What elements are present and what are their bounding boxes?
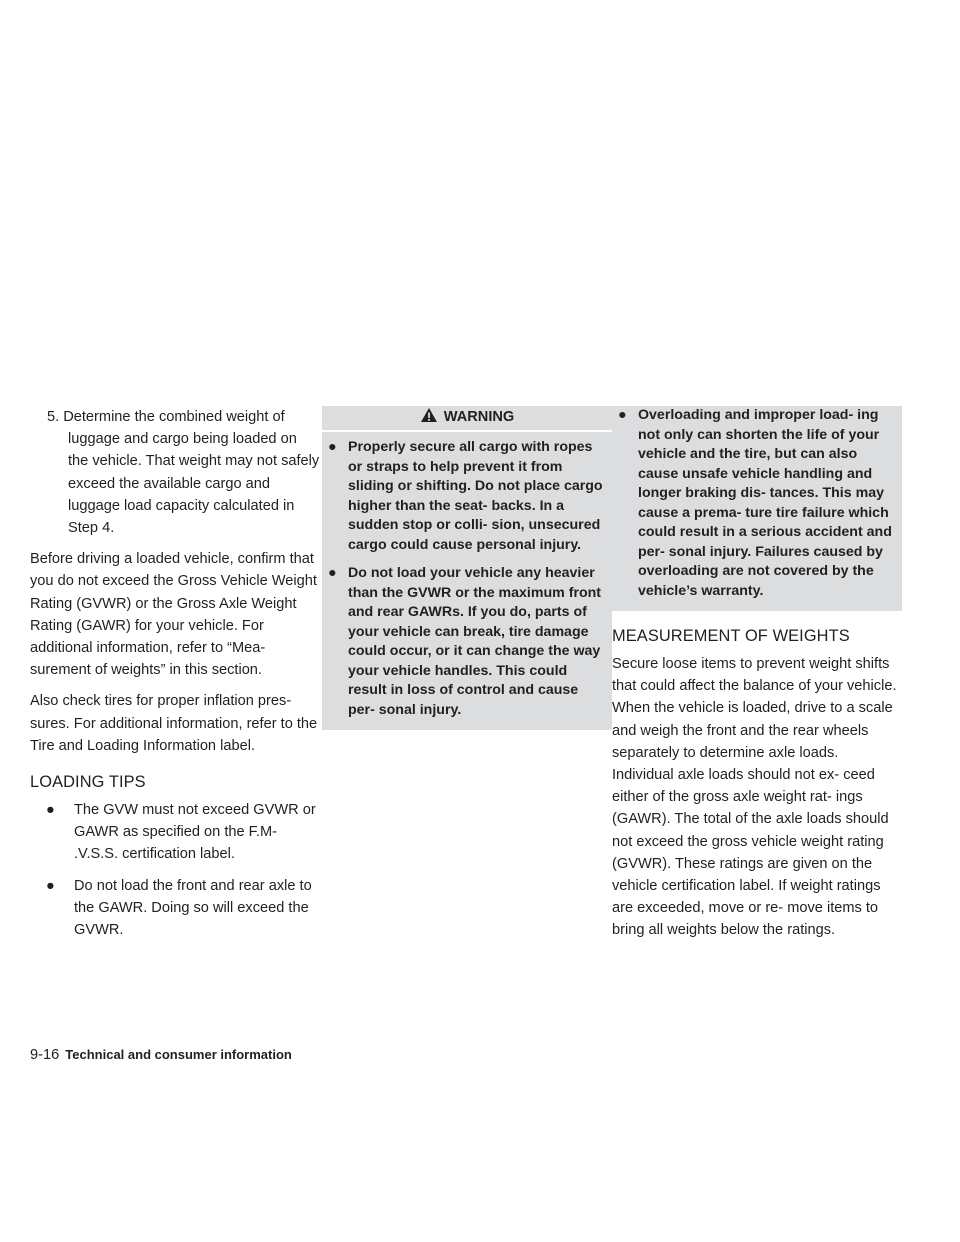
middle-column [322, 406, 612, 730]
page-number: 9-16 [30, 1047, 60, 1063]
warning-item-text: Do not load your vehicle any heavier than the GVWR or the maximum front and rear GAWRs. If you do, parts of your vehicle can break, tire damage could occur, or it can change the way your vehicle handles. This could result in loss of control and cause per- sonal injury. [348, 565, 602, 718]
list-item [324, 564, 604, 720]
warning-box-continued [612, 406, 902, 611]
list-item-text: The GVW must not exceed GVWR or GAWR as specified on the F.M- .V.S.S. certification label. [74, 802, 316, 863]
loading-tips-heading: LOADING TIPS [30, 773, 146, 792]
loading-tips-list [30, 799, 320, 941]
measurement-heading: MEASUREMENT OF WEIGHTS [612, 627, 850, 645]
bullet-icon: ● [46, 802, 55, 819]
step-5-text: 5. Determine the combined weight of luggage and cargo being loaded on the vehicle. That weight may not safely exceed the available cargo and luggage load capacity calculated in Step 4. [47, 409, 320, 537]
warning-header [322, 406, 612, 432]
section-title: Technical and consumer information [65, 1047, 292, 1062]
warning-title: WARNING [443, 409, 515, 425]
list-item [324, 438, 604, 555]
warning-list [614, 406, 894, 601]
warning-list [324, 438, 604, 720]
warning-item-text: Properly secure all cargo with ropes or straps to help prevent it from sliding or shifting. Do not place cargo higher than the seat- backs. In a sudden stop or colli- sion, unsecured cargo could cause personal injury. [348, 439, 603, 553]
left-column [30, 406, 320, 950]
bullet-icon: ● [618, 407, 627, 423]
bullet-icon: ● [328, 565, 337, 581]
list-item [30, 799, 320, 866]
list-item-text: Do not load the front and rear axle to the GAWR. Doing so will exceed the GVWR. [74, 877, 312, 939]
confirm-weight-paragraph: Before driving a loaded vehicle, confirm that you do not exceed the Gross Vehicle Weight Rating (GVWR) or the Gross Axle Weight Rating (GAWR) for your vehicle. For additional information, refer to “Mea- surement of weights” in this section. [30, 551, 317, 679]
list-item [30, 875, 320, 942]
page-footer [30, 1045, 292, 1065]
warning-triangle-icon [420, 407, 438, 430]
bullet-icon: ● [46, 877, 55, 894]
measurement-paragraph: Secure loose items to prevent weight shifts that could affect the balance of your vehicle. When the vehicle is loaded, drive to a scale and weigh the front and the rear wheels separately to determine axle loads. Individual axle loads should not ex- ceed either of the gross axle weight rat- ings (GAWR). The total of the axle loads should not exceed the gross vehicle weight rating (GVWR). These ratings are given on the vehicle certification label. If weight ratings are exceeded, move or re- move items to bring all weights below the ratings. [612, 656, 897, 939]
warning-box [322, 406, 612, 730]
bullet-icon: ● [328, 439, 337, 455]
warning-item-text: Overloading and improper load- ing not only can shorten the life of your vehicle and the tire, but can also cause unsafe vehicle handling and longer braking dis- tances. This may cause a prema- ture tire failure which could result in a serious accident and per- sonal injury. Failures caused by overloading are not covered by the vehicle’s warranty. [638, 407, 892, 599]
tire-inflation-paragraph: Also check tires for proper inflation pres- sures. For additional information, refer to the Tire and Loading Information label. [30, 693, 318, 754]
right-column [612, 406, 902, 942]
list-item [614, 406, 894, 601]
